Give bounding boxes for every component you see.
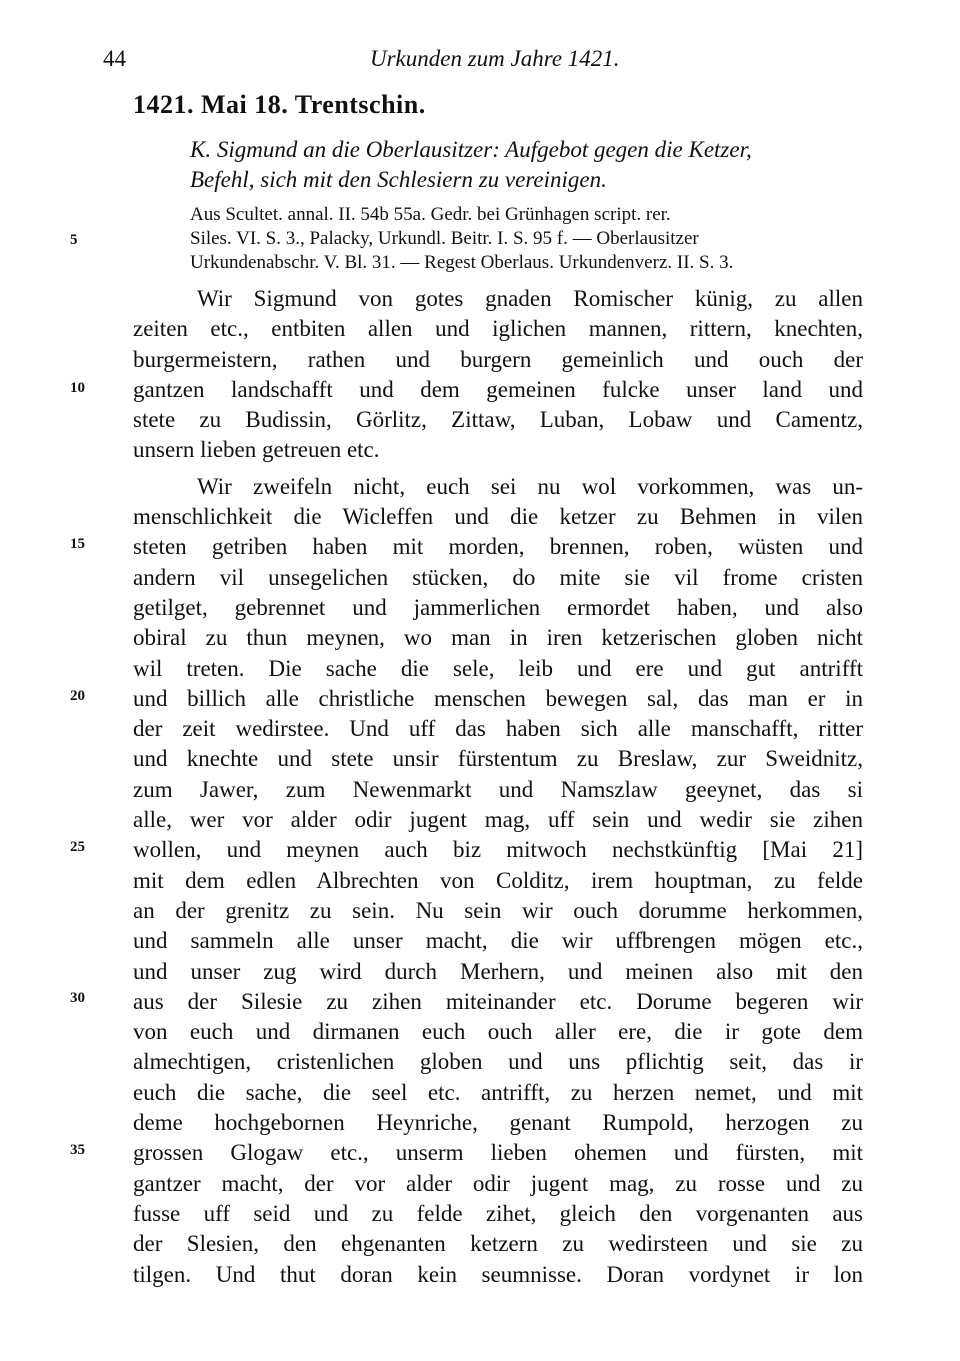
text-line: und sammeln alle unser macht, die wir uffbrengen mögen etc.,: [133, 928, 863, 954]
text-line: stete zu Budissin, Görlitz, Zittaw, Luban, Lobaw und Camentz,: [133, 407, 863, 433]
text-line: aus der Silesie zu zihen miteinander etc. Dorume begeren wir: [133, 988, 863, 1014]
text-line: andern vil unsegelichen stücken, do mite sie vil frome cristen: [133, 564, 863, 590]
text-line: almechtigen, cristenlichen globen und uns pflichtig seit, das ir: [133, 1049, 863, 1075]
text-line: obiral zu thun meynen, wo man in iren ketzerischen globen nicht: [133, 625, 863, 651]
line-number: 30: [70, 990, 85, 1006]
text-line: von euch und dirmanen euch ouch aller ere, die ir gote dem: [133, 1019, 863, 1045]
text-line: zeiten etc., entbiten allen und iglichen mannen, rittern, knechten,: [133, 316, 863, 342]
source-line: Aus Scultet. annal. II. 54b 55a. Gedr. bei Grünhagen script. rer.: [190, 204, 671, 225]
text-line: an der grenitz zu sein. Nu sein wir ouch dorumme herkommen,: [133, 897, 863, 923]
text-line: unsern lieben getreuen etc.: [133, 437, 380, 463]
document-summary: [190, 135, 890, 195]
document-heading: 1421. Mai 18. Trentschin.: [133, 90, 426, 119]
text-line: menschlichkeit die Wicleffen und die ketzer zu Behmen in vilen: [133, 504, 863, 530]
line-number: 10: [70, 380, 85, 396]
text-line: Wir Sigmund von gotes gnaden Romischer künig, zu allen: [197, 286, 863, 311]
text-line: getilget, gebrennet und jammerlichen ermordet haben, und also: [133, 594, 863, 620]
text-line: burgermeistern, rathen und burgern gemeinlich und ouch der: [133, 346, 863, 372]
running-title: Urkunden zum Jahre 1421.: [370, 46, 620, 71]
text-line: steten getriben haben mit morden, brennen, roben, wüsten und: [133, 534, 863, 560]
source-line: Urkundenabschr. V. Bl. 31. — Regest Oberlaus. Urkundenverz. II. S. 3.: [190, 252, 734, 273]
text-line: gantzer macht, der vor alder odir jugent mag, zu rosse und zu: [133, 1170, 863, 1196]
text-line: und knechte und stete unsir fürstentum zu Breslaw, zur Sweidnitz,: [133, 746, 863, 772]
text-line: deme hochgebornen Heynriche, genant Rumpold, herzogen zu: [133, 1110, 863, 1136]
text-line: mit dem edlen Albrechten von Colditz, irem houptman, zu felde: [133, 867, 863, 893]
text-line: und unser zug wird durch Merhern, und meinen also mit den: [133, 958, 863, 984]
text-line: gantzen landschafft und dem gemeinen fulcke unser land und: [133, 376, 863, 402]
page-header: [0, 40, 960, 80]
text-line: der zeit wedirstee. Und uff das haben sich alle manschafft, ritter: [133, 716, 863, 742]
line-number: 15: [70, 536, 85, 552]
text-line: wollen, und meynen auch biz mitwoch nechstkünftig [Mai 21]: [133, 837, 863, 863]
source-line: Siles. VI. S. 3., Palacky, Urkundl. Beitr. I. S. 95 f. — Oberlausitzer: [190, 228, 699, 249]
document-body: [133, 284, 863, 1290]
text-line: und billich alle christliche menschen bewegen sal, das man er in: [133, 685, 863, 711]
line-number: 20: [70, 688, 85, 704]
text-line: grossen Glogaw etc., unserm lieben ohemen und fürsten, mit: [133, 1140, 863, 1166]
text-line: fusse uff seid und zu felde zihet, gleich den vorgenanten aus: [133, 1200, 863, 1226]
text-line: alle, wer vor alder odir jugent mag, uff sein und wedir sie zihen: [133, 807, 863, 833]
summary-line: K. Sigmund an die Oberlausitzer: Aufgebot gegen die Ketzer,: [190, 137, 752, 162]
source-note: [190, 203, 890, 275]
line-number: 5: [70, 232, 78, 248]
line-number: 35: [70, 1142, 85, 1158]
text-line: tilgen. Und thut doran kein seumnisse. Doran vordynet ir lon: [133, 1261, 863, 1287]
text-line: Wir zweifeln nicht, euch sei nu wol vorkommen, was un-: [197, 473, 863, 499]
text-line: euch die sache, die seel etc. antrifft, zu herzen nemet, und mit: [133, 1079, 863, 1105]
text-line: wil treten. Die sache die sele, leib und ere und gut antrifft: [133, 655, 863, 681]
summary-line: Befehl, sich mit den Schlesiern zu vereinigen.: [190, 167, 607, 192]
text-line: der Slesien, den ehgenanten ketzern zu wedirsteen und sie zu: [133, 1231, 863, 1257]
line-number: 25: [70, 839, 85, 855]
page-number: 44: [103, 46, 126, 71]
text-line: zum Jawer, zum Newenmarkt und Namszlaw geeynet, das si: [133, 776, 863, 802]
